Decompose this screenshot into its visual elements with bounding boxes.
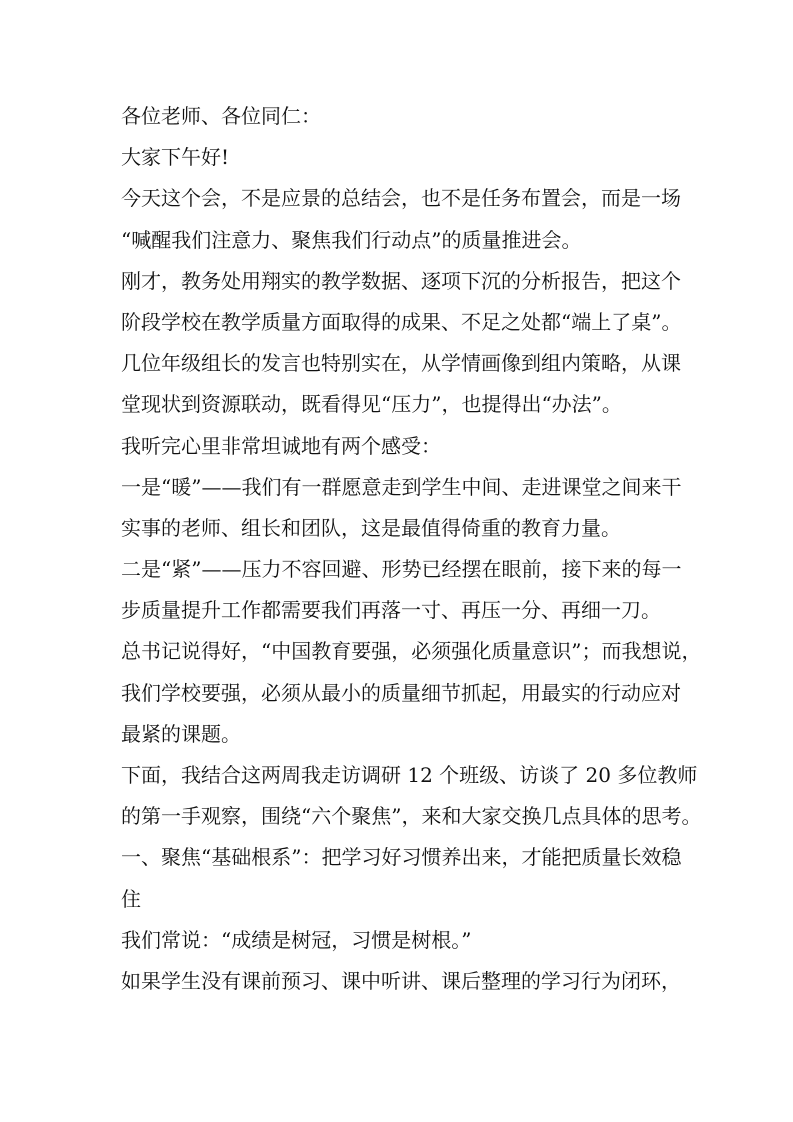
text-line: 堂现状到资源联动，既看得见“压力”，也提得出“办法”。 <box>121 392 622 417</box>
paragraph <box>121 178 681 260</box>
text-line: 一、聚焦“基础根系”：把学习好习惯养出来，才能把质量长效稳 <box>121 845 682 870</box>
paragraph <box>121 467 681 549</box>
paragraph <box>121 426 681 467</box>
text-line: 我们常说：“成绩是树冠，习惯是树根。” <box>121 927 472 952</box>
text-line: 一是“暖”——我们有一群愿意走到学生中间、走进课堂之间来干 <box>121 474 682 499</box>
paragraph <box>121 755 702 837</box>
paragraph <box>121 343 681 425</box>
text-line: 几位年级组长的发言也特别实在，从学情画像到组内策略，从课 <box>121 351 681 376</box>
text-line: 步质量提升工作都需要我们再落一寸、再压一分、再细一刀。 <box>121 598 661 623</box>
paragraph <box>121 837 681 919</box>
text-line: 的第一手观察，围绕“六个聚焦”，来和大家交换几点具体的思考。 <box>121 804 702 829</box>
text-line: 下面，我结合这两周我走访调研 12 个班级、访谈了 20 多位教师 <box>121 763 698 787</box>
document-body <box>121 96 702 1002</box>
text-line: 最紧的课题。 <box>121 721 241 746</box>
paragraph <box>121 261 681 343</box>
text-line: 刚才，教务处用翔实的教学数据、逐项下沉的分析报告，把这个 <box>121 268 681 293</box>
text-line: 总书记说得好，“中国教育要强，必须强化质量意识”；而我想说， <box>121 639 702 664</box>
text-line: 实事的老师、组长和团队，这是最值得倚重的教育力量。 <box>121 515 621 540</box>
text-line: 大家下午好! <box>121 145 230 170</box>
text-line: 如果学生没有课前预习、课中听讲、课后整理的学习行为闭环， <box>121 968 681 993</box>
paragraph <box>121 631 702 755</box>
text-line: 二是“紧”——压力不容回避、形势已经摆在眼前，接下来的每一 <box>121 557 682 582</box>
text-line: 我们学校要强，必须从最小的质量细节抓起，用最实的行动应对 <box>121 680 681 705</box>
paragraph <box>121 549 681 631</box>
paragraph <box>121 96 681 137</box>
text-line: 住 <box>121 886 141 911</box>
text-line: 今天这个会，不是应景的总结会，也不是任务布置会，而是一场 <box>121 186 681 211</box>
paragraph <box>121 137 681 178</box>
text-line: 各位老师、各位同仁： <box>121 104 321 128</box>
text-line: 阶段学校在教学质量方面取得的成果、不足之处都“端上了桌”。 <box>121 309 682 334</box>
paragraph <box>121 920 681 961</box>
text-line: “喊醒我们注意力、聚焦我们行动点”的质量推进会。 <box>121 227 582 252</box>
paragraph <box>121 961 681 1002</box>
text-line: 我听完心里非常坦诚地有两个感受： <box>121 433 441 458</box>
